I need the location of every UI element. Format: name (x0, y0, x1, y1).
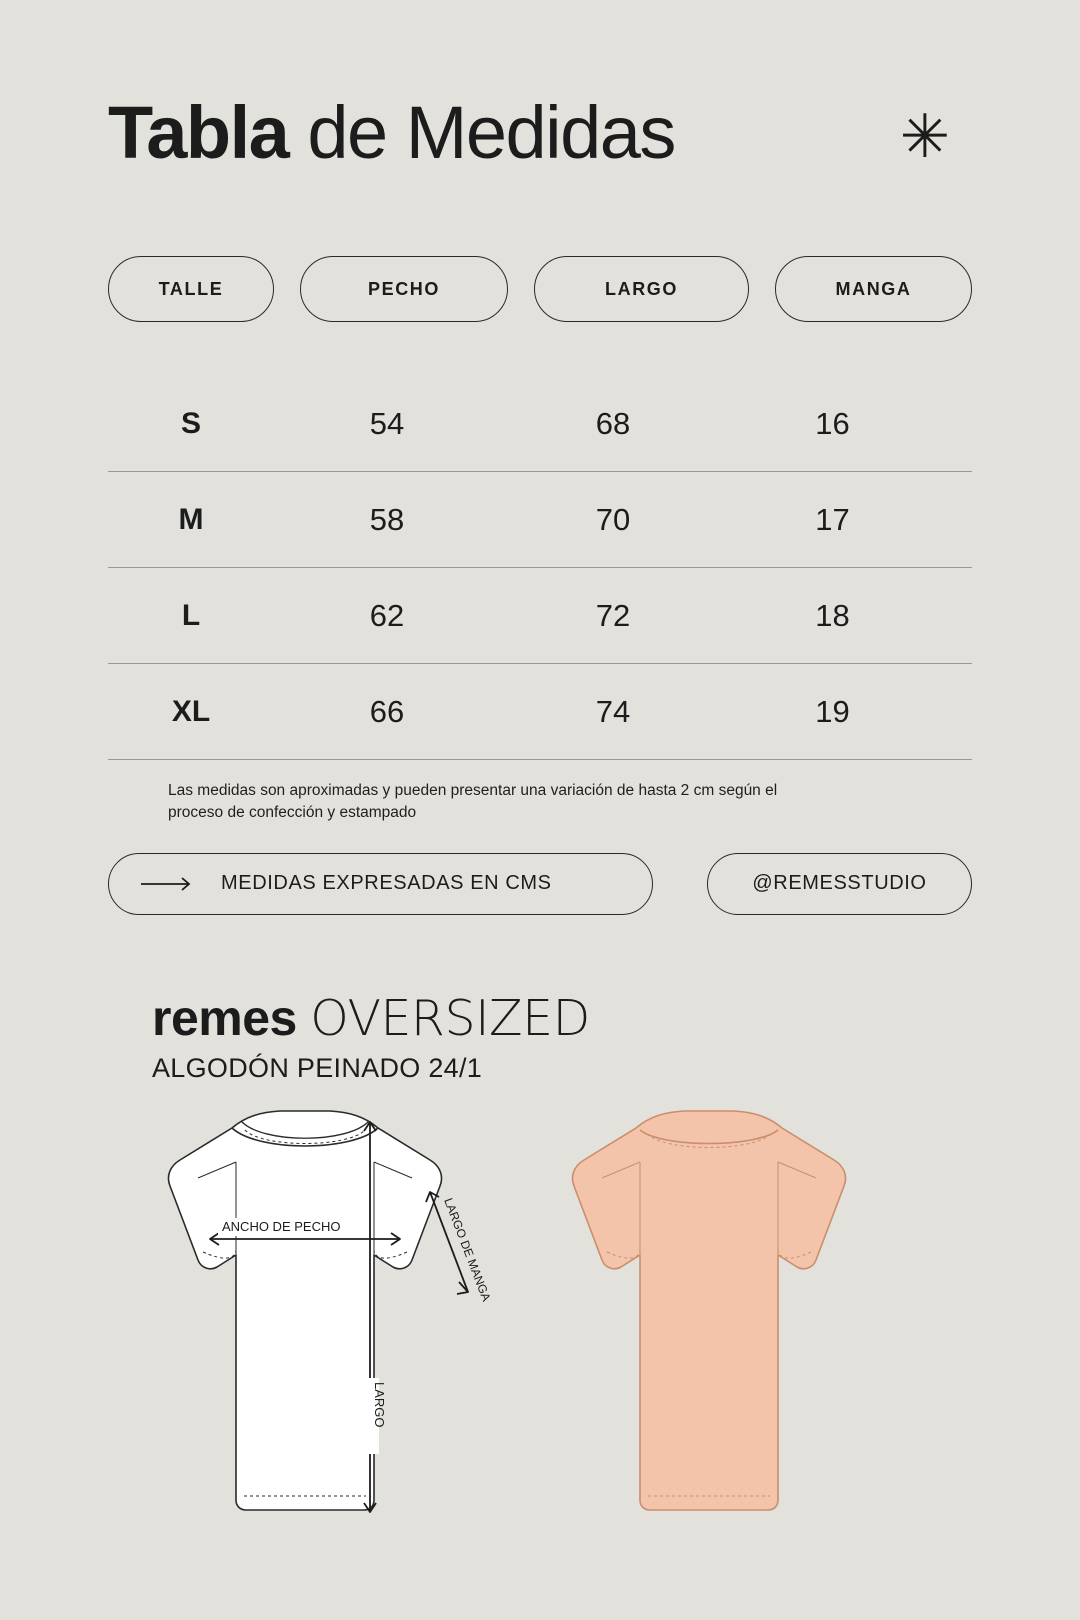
length-label: LARGO (372, 1382, 387, 1428)
table-row (108, 568, 972, 664)
brand-name: remes (152, 989, 297, 1046)
cell-largo: 68 (595, 405, 631, 441)
instagram-handle: @REMESSTUDIO (752, 872, 927, 895)
units-pill-label: MEDIDAS EXPRESADAS EN CMS (221, 872, 552, 895)
page-title-row (108, 0, 972, 174)
column-header-largo: LARGO (534, 256, 749, 322)
tshirt-front-illustration (168, 1111, 441, 1510)
brand-title (152, 989, 972, 1047)
arrow-right-icon (141, 876, 195, 892)
page-title-light: de Medidas (288, 91, 675, 174)
cell-pecho: 62 (369, 597, 405, 633)
sleeve-length-label: LARGO DE MANGA (441, 1196, 494, 1304)
tshirt-illustrations (0, 1100, 1080, 1560)
column-header-talle: TALLE (108, 256, 274, 322)
table-row (108, 472, 972, 568)
tshirt-back-illustration (572, 1111, 845, 1510)
units-pill (108, 853, 653, 915)
cell-largo: 70 (595, 501, 631, 537)
cell-talle: S (180, 406, 201, 440)
column-headers (108, 256, 972, 322)
cell-manga: 19 (815, 693, 850, 729)
cell-talle: M (178, 502, 204, 536)
cell-manga: 16 (815, 405, 850, 441)
cell-manga: 18 (815, 597, 850, 633)
brand-block (108, 989, 972, 1084)
cell-pecho: 54 (369, 405, 405, 441)
brand-subtitle: ALGODÓN PEINADO 24/1 (152, 1052, 483, 1083)
table-row (108, 376, 972, 472)
cell-talle: L (181, 598, 201, 632)
page-title (108, 91, 675, 174)
cell-largo: 74 (595, 693, 631, 729)
column-header-manga: MANGA (775, 256, 972, 322)
brand-style: OVERSIZED (310, 989, 590, 1047)
footer-pills (108, 853, 972, 915)
measurements-table (108, 376, 972, 760)
column-header-pecho: PECHO (300, 256, 508, 322)
cell-manga: 17 (815, 501, 850, 537)
cell-largo: 72 (595, 597, 631, 633)
measurement-note: Las medidas son aproximadas y pueden presentar una variación de hasta 2 cm según el proceso de confección y estampado (168, 782, 778, 822)
cell-talle: XL (171, 694, 211, 728)
table-row (108, 664, 972, 760)
instagram-pill[interactable] (707, 853, 972, 915)
page-title-bold: Tabla (108, 91, 289, 174)
asterisk-icon: ✳ (899, 103, 950, 170)
chest-width-label: ANCHO DE PECHO (222, 1219, 341, 1234)
cell-pecho: 58 (369, 501, 405, 537)
cell-pecho: 66 (369, 693, 405, 729)
